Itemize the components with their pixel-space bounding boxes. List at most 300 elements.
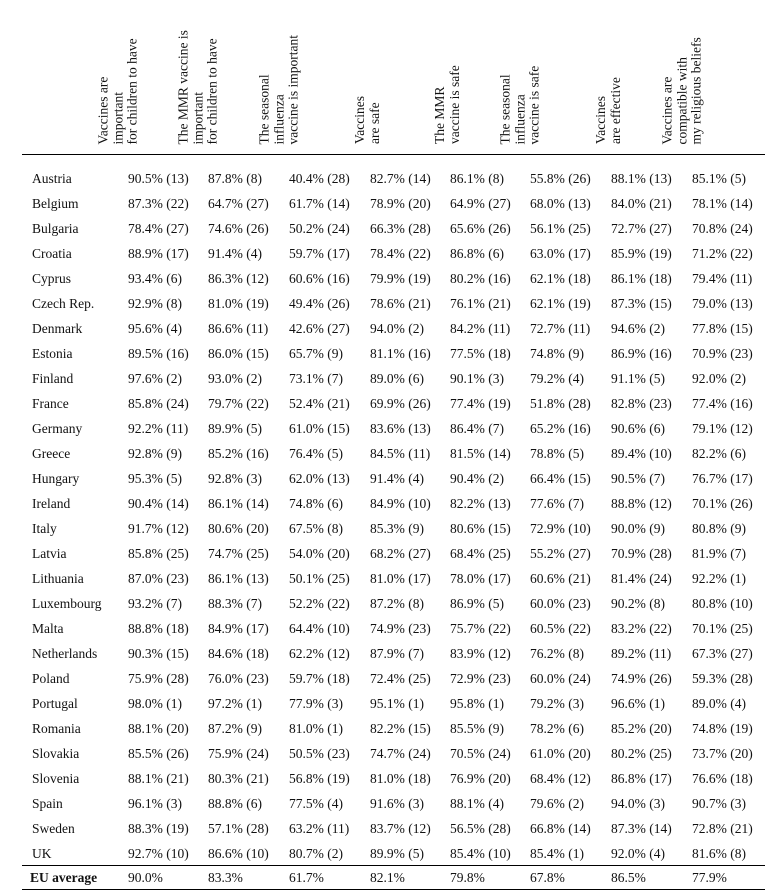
table-cell: 80.6% (15) — [450, 521, 511, 536]
table-cell: 78.6% (21) — [370, 296, 431, 311]
table-cell: 86.1% (13) — [208, 571, 269, 586]
table-cell: 74.7% (25) — [208, 546, 269, 561]
table-cell: 81.0% (1) — [289, 721, 343, 736]
table-cell: 64.7% (27) — [208, 196, 269, 211]
table-cell: 63.2% (11) — [289, 821, 350, 836]
table-cell: 80.7% (2) — [289, 846, 343, 861]
table-cell: 86.1% (8) — [450, 171, 504, 186]
table-cell: 92.2% (11) — [128, 421, 189, 436]
table-cell: 85.3% (9) — [370, 521, 424, 536]
country-name: UK — [32, 846, 52, 861]
average-cell: 83.3% — [208, 870, 243, 885]
table-row — [0, 316, 777, 341]
table-cell: 80.8% (10) — [692, 596, 753, 611]
table-cell: 62.0% (13) — [289, 471, 350, 486]
table-cell: 86.6% (10) — [208, 846, 269, 861]
table-cell: 85.8% (24) — [128, 396, 189, 411]
table-cell: 85.1% (5) — [692, 171, 746, 186]
average-cell: 77.9% — [692, 870, 727, 885]
table-cell: 90.2% (8) — [611, 596, 665, 611]
table-cell: 66.3% (28) — [370, 221, 431, 236]
table-cell: 86.0% (15) — [208, 346, 269, 361]
table-row — [0, 466, 777, 491]
table-cell: 55.2% (27) — [530, 546, 591, 561]
table-row — [0, 816, 777, 841]
country-name: Cyprus — [32, 271, 72, 286]
table-cell: 73.1% (7) — [289, 371, 343, 386]
country-name: Sweden — [32, 821, 75, 836]
table-cell: 85.2% (16) — [208, 446, 269, 461]
table-cell: 85.5% (26) — [128, 746, 189, 761]
table-cell: 61.0% (15) — [289, 421, 350, 436]
table-cell: 91.1% (5) — [611, 371, 665, 386]
table-cell: 76.6% (18) — [692, 771, 753, 786]
country-name: Portugal — [32, 696, 78, 711]
table-cell: 89.0% (4) — [692, 696, 746, 711]
country-name: Czech Rep. — [32, 296, 95, 311]
table-cell: 95.6% (4) — [128, 321, 182, 336]
country-name: Finland — [32, 371, 74, 386]
country-name: Slovakia — [32, 746, 80, 761]
column-header-label: The MMR vaccine is important for children to have — [175, 29, 220, 144]
table-cell: 54.0% (20) — [289, 546, 350, 561]
table-cell: 89.9% (5) — [370, 846, 424, 861]
table-row — [0, 716, 777, 741]
table-cell: 91.4% (4) — [370, 471, 424, 486]
country-name: Italy — [32, 521, 57, 536]
country-name: France — [32, 396, 69, 411]
table-cell: 92.2% (1) — [692, 571, 746, 586]
table-cell: 81.0% (19) — [208, 296, 269, 311]
table-cell: 78.2% (6) — [530, 721, 584, 736]
table-cell: 92.7% (10) — [128, 846, 189, 861]
table-row — [0, 641, 777, 666]
table-cell: 70.8% (24) — [692, 221, 753, 236]
table-cell: 65.6% (26) — [450, 221, 511, 236]
table-cell: 50.5% (23) — [289, 746, 350, 761]
table-cell: 56.8% (19) — [289, 771, 350, 786]
table-cell: 88.8% (18) — [128, 621, 189, 636]
column-header — [352, 0, 428, 150]
country-name: Estonia — [32, 346, 73, 361]
table-cell: 85.4% (1) — [530, 846, 584, 861]
average-cell: 67.8% — [530, 870, 565, 885]
table-cell: 82.2% (6) — [692, 446, 746, 461]
table-cell: 66.4% (15) — [530, 471, 591, 486]
table-row — [0, 566, 777, 591]
table-cell: 60.6% (21) — [530, 571, 591, 586]
table-cell: 87.3% (14) — [611, 821, 672, 836]
table-cell: 89.2% (11) — [611, 646, 672, 661]
table-cell: 80.6% (20) — [208, 521, 269, 536]
table-cell: 70.1% (26) — [692, 496, 753, 511]
table-row — [0, 391, 777, 416]
table-cell: 88.8% (12) — [611, 496, 672, 511]
table-row — [0, 191, 777, 216]
average-cell: 61.7% — [289, 870, 324, 885]
table-cell: 61.7% (14) — [289, 196, 350, 211]
table-cell: 80.2% (16) — [450, 271, 511, 286]
table-cell: 85.2% (20) — [611, 721, 672, 736]
table-cell: 93.4% (6) — [128, 271, 182, 286]
table-cell: 95.3% (5) — [128, 471, 182, 486]
country-name: Spain — [32, 796, 63, 811]
column-header-label: The seasonal influenza vaccine is important — [256, 34, 301, 144]
table-cell: 86.1% (14) — [208, 496, 269, 511]
table-cell: 60.5% (22) — [530, 621, 591, 636]
column-header — [256, 0, 347, 150]
table-cell: 74.8% (6) — [289, 496, 343, 511]
table-cell: 92.8% (9) — [128, 446, 182, 461]
table-cell: 82.2% (15) — [370, 721, 431, 736]
table-cell: 74.7% (24) — [370, 746, 431, 761]
table-cell: 88.8% (6) — [208, 796, 262, 811]
table-cell: 78.1% (14) — [692, 196, 753, 211]
table-cell: 93.0% (2) — [208, 371, 262, 386]
table-cell: 75.9% (24) — [208, 746, 269, 761]
table-cell: 92.9% (8) — [128, 296, 182, 311]
table-cell: 84.5% (11) — [370, 446, 431, 461]
table-cell: 85.9% (19) — [611, 246, 672, 261]
table-cell: 88.1% (13) — [611, 171, 672, 186]
table-cell: 81.5% (14) — [450, 446, 511, 461]
table-cell: 75.7% (22) — [450, 621, 511, 636]
table-cell: 61.0% (20) — [530, 746, 591, 761]
table-cell: 90.0% (9) — [611, 521, 665, 536]
table-cell: 78.9% (20) — [370, 196, 431, 211]
column-header — [659, 0, 750, 150]
table-cell: 87.8% (8) — [208, 171, 262, 186]
table-cell: 59.7% (17) — [289, 246, 350, 261]
table-cell: 77.4% (19) — [450, 396, 511, 411]
table-cell: 86.4% (7) — [450, 421, 504, 436]
table-cell: 68.4% (12) — [530, 771, 591, 786]
column-header — [497, 0, 588, 150]
table-row — [0, 491, 777, 516]
table-cell: 42.6% (27) — [289, 321, 350, 336]
table-cell: 86.8% (6) — [450, 246, 504, 261]
table-cell: 72.9% (23) — [450, 671, 511, 686]
country-name: Austria — [32, 171, 72, 186]
table-cell: 86.9% (5) — [450, 596, 504, 611]
table-cell: 74.8% (19) — [692, 721, 753, 736]
table-cell: 63.0% (17) — [530, 246, 591, 261]
table-cell: 80.8% (9) — [692, 521, 746, 536]
table-cell: 60.0% (24) — [530, 671, 591, 686]
table-cell: 78.0% (17) — [450, 571, 511, 586]
average-label: EU average — [30, 870, 98, 885]
table-cell: 88.1% (4) — [450, 796, 504, 811]
table-cell: 52.2% (22) — [289, 596, 350, 611]
table-cell: 88.1% (21) — [128, 771, 189, 786]
table-row — [0, 216, 777, 241]
country-name: Bulgaria — [32, 221, 79, 236]
table-cell: 55.8% (26) — [530, 171, 591, 186]
table-cell: 62.1% (19) — [530, 296, 591, 311]
table-row — [0, 541, 777, 566]
table-cell: 70.9% (23) — [692, 346, 753, 361]
table-cell: 80.2% (25) — [611, 746, 672, 761]
table-cell: 86.6% (11) — [208, 321, 269, 336]
table-cell: 91.6% (3) — [370, 796, 424, 811]
table-cell: 60.6% (16) — [289, 271, 350, 286]
table-cell: 78.8% (5) — [530, 446, 584, 461]
table-cell: 87.2% (8) — [370, 596, 424, 611]
country-name: Netherlands — [32, 646, 98, 661]
table-cell: 78.4% (27) — [128, 221, 189, 236]
table-cell: 84.0% (21) — [611, 196, 672, 211]
average-cell: 90.0% — [128, 870, 163, 885]
country-name: Ireland — [32, 496, 71, 511]
average-cell: 82.1% — [370, 870, 405, 885]
table-cell: 89.5% (16) — [128, 346, 189, 361]
table-cell: 52.4% (21) — [289, 396, 350, 411]
country-name: Germany — [32, 421, 83, 436]
table-cell: 79.1% (12) — [692, 421, 753, 436]
table-row — [0, 241, 777, 266]
table-cell: 74.9% (26) — [611, 671, 672, 686]
table-cell: 88.9% (17) — [128, 246, 189, 261]
table-cell: 56.5% (28) — [450, 821, 511, 836]
bottom-rule — [22, 889, 765, 890]
table-cell: 79.6% (2) — [530, 796, 584, 811]
table-row — [0, 691, 777, 716]
table-cell: 96.1% (3) — [128, 796, 182, 811]
country-name: Denmark — [32, 321, 83, 336]
table-row — [0, 291, 777, 316]
table-cell: 91.7% (12) — [128, 521, 189, 536]
table-cell: 90.4% (14) — [128, 496, 189, 511]
country-name: Slovenia — [32, 771, 80, 786]
table-cell: 80.3% (21) — [208, 771, 269, 786]
table-cell: 65.7% (9) — [289, 346, 343, 361]
table-cell: 85.4% (10) — [450, 846, 511, 861]
table-cell: 95.8% (1) — [450, 696, 504, 711]
table-cell: 51.8% (28) — [530, 396, 591, 411]
table-cell: 89.0% (6) — [370, 371, 424, 386]
table-row — [0, 666, 777, 691]
table-cell: 79.9% (19) — [370, 271, 431, 286]
table-row — [0, 616, 777, 641]
table-cell: 90.3% (15) — [128, 646, 189, 661]
table-cell: 77.4% (16) — [692, 396, 753, 411]
table-cell: 77.5% (4) — [289, 796, 343, 811]
table-cell: 74.9% (23) — [370, 621, 431, 636]
country-name: Romania — [32, 721, 81, 736]
table-cell: 95.1% (1) — [370, 696, 424, 711]
table-cell: 77.6% (7) — [530, 496, 584, 511]
table-cell: 77.8% (15) — [692, 321, 753, 336]
country-name: Poland — [32, 671, 70, 686]
table-cell: 81.9% (7) — [692, 546, 746, 561]
table-cell: 97.2% (1) — [208, 696, 262, 711]
table-cell: 64.4% (10) — [289, 621, 350, 636]
table-cell: 50.1% (25) — [289, 571, 350, 586]
table-row — [0, 366, 777, 391]
table-cell: 90.7% (3) — [692, 796, 746, 811]
table-cell: 68.2% (27) — [370, 546, 431, 561]
table-cell: 84.9% (17) — [208, 621, 269, 636]
table-row — [0, 266, 777, 291]
table-cell: 59.7% (18) — [289, 671, 350, 686]
table-cell: 79.4% (11) — [692, 271, 753, 286]
table-cell: 92.8% (3) — [208, 471, 262, 486]
table-cell: 66.8% (14) — [530, 821, 591, 836]
country-name: Malta — [32, 621, 64, 636]
country-name: Latvia — [32, 546, 67, 561]
table-cell: 76.0% (23) — [208, 671, 269, 686]
table-cell: 72.8% (21) — [692, 821, 753, 836]
table-cell: 68.0% (13) — [530, 196, 591, 211]
table-cell: 75.9% (28) — [128, 671, 189, 686]
table-cell: 79.7% (22) — [208, 396, 269, 411]
table-row — [0, 591, 777, 616]
column-header-label: Vaccines are effective — [593, 77, 623, 144]
table-cell: 70.5% (24) — [450, 746, 511, 761]
table-cell: 94.0% (3) — [611, 796, 665, 811]
table-row — [0, 166, 777, 191]
table-cell: 96.6% (1) — [611, 696, 665, 711]
table-cell: 90.4% (2) — [450, 471, 504, 486]
table-cell: 86.8% (17) — [611, 771, 672, 786]
table-cell: 88.3% (7) — [208, 596, 262, 611]
table-cell: 90.5% (13) — [128, 171, 189, 186]
table-cell: 87.2% (9) — [208, 721, 262, 736]
table-cell: 50.2% (24) — [289, 221, 350, 236]
table-cell: 87.9% (7) — [370, 646, 424, 661]
column-header-label: Vaccines are safe — [352, 96, 382, 144]
table-cell: 67.5% (8) — [289, 521, 343, 536]
table-cell: 82.8% (23) — [611, 396, 672, 411]
table-row — [0, 441, 777, 466]
column-header-label: Vaccines are important for children to have — [95, 37, 140, 144]
average-cell: 79.8% — [450, 870, 485, 885]
table-cell: 70.9% (28) — [611, 546, 672, 561]
country-name: Hungary — [32, 471, 80, 486]
table-row — [0, 416, 777, 441]
table-cell: 77.5% (18) — [450, 346, 511, 361]
table-cell: 82.2% (13) — [450, 496, 511, 511]
table-row — [0, 516, 777, 541]
table-cell: 72.7% (27) — [611, 221, 672, 236]
table-cell: 92.0% (2) — [692, 371, 746, 386]
table-cell: 82.7% (14) — [370, 171, 431, 186]
average-row — [0, 866, 777, 889]
table-cell: 72.9% (10) — [530, 521, 591, 536]
table-cell: 90.5% (7) — [611, 471, 665, 486]
table-cell: 81.0% (17) — [370, 571, 431, 586]
table-cell: 86.3% (12) — [208, 271, 269, 286]
table-cell: 62.2% (12) — [289, 646, 350, 661]
table-cell: 79.2% (4) — [530, 371, 584, 386]
country-name: Lithuania — [32, 571, 84, 586]
table-cell: 98.0% (1) — [128, 696, 182, 711]
table-row — [0, 791, 777, 816]
table-cell: 83.6% (13) — [370, 421, 431, 436]
country-name: Luxembourg — [32, 596, 102, 611]
table-cell: 84.6% (18) — [208, 646, 269, 661]
table-cell: 97.6% (2) — [128, 371, 182, 386]
table-cell: 88.1% (20) — [128, 721, 189, 736]
table-cell: 91.4% (4) — [208, 246, 262, 261]
table-cell: 81.0% (18) — [370, 771, 431, 786]
table-cell: 73.7% (20) — [692, 746, 753, 761]
table-cell: 70.1% (25) — [692, 621, 753, 636]
table-cell: 76.7% (17) — [692, 471, 753, 486]
table-cell: 62.1% (18) — [530, 271, 591, 286]
table-cell: 69.9% (26) — [370, 396, 431, 411]
table-cell: 77.9% (3) — [289, 696, 343, 711]
column-header-label: Vaccines are compatible with my religious beliefs — [659, 36, 704, 144]
table-cell: 90.1% (3) — [450, 371, 504, 386]
table-cell: 64.9% (27) — [450, 196, 511, 211]
table-cell: 76.1% (21) — [450, 296, 511, 311]
table-cell: 74.8% (9) — [530, 346, 584, 361]
table-cell: 87.3% (22) — [128, 196, 189, 211]
country-name: Belgium — [32, 196, 79, 211]
table-cell: 89.4% (10) — [611, 446, 672, 461]
average-cell: 86.5% — [611, 870, 646, 885]
table-cell: 71.2% (22) — [692, 246, 753, 261]
table-cell: 94.0% (2) — [370, 321, 424, 336]
table-cell: 84.9% (10) — [370, 496, 431, 511]
table-cell: 87.0% (23) — [128, 571, 189, 586]
table-cell: 90.6% (6) — [611, 421, 665, 436]
table-cell: 81.6% (8) — [692, 846, 746, 861]
table-cell: 83.2% (22) — [611, 621, 672, 636]
table-cell: 83.7% (12) — [370, 821, 431, 836]
table-cell: 67.3% (27) — [692, 646, 753, 661]
table-cell: 88.3% (19) — [128, 821, 189, 836]
table-cell: 78.4% (22) — [370, 246, 431, 261]
table-cell: 93.2% (7) — [128, 596, 182, 611]
column-header-label: The seasonal influenza vaccine is safe — [497, 65, 542, 144]
table-cell: 94.6% (2) — [611, 321, 665, 336]
header-rule — [22, 154, 765, 155]
table-cell: 87.3% (15) — [611, 296, 672, 311]
table-cell: 83.9% (12) — [450, 646, 511, 661]
table-cell: 76.9% (20) — [450, 771, 511, 786]
table-cell: 68.4% (25) — [450, 546, 511, 561]
table-cell: 81.1% (16) — [370, 346, 431, 361]
table-row — [0, 341, 777, 366]
table-cell: 86.1% (18) — [611, 271, 672, 286]
table-cell: 60.0% (23) — [530, 596, 591, 611]
table-cell: 72.4% (25) — [370, 671, 431, 686]
column-header-label: The MMR vaccine is safe — [432, 65, 462, 144]
table-cell: 86.9% (16) — [611, 346, 672, 361]
table-cell: 85.8% (25) — [128, 546, 189, 561]
table-cell: 89.9% (5) — [208, 421, 262, 436]
country-name: Croatia — [32, 246, 72, 261]
table-cell: 57.1% (28) — [208, 821, 269, 836]
table-cell: 76.4% (5) — [289, 446, 343, 461]
table-cell: 72.7% (11) — [530, 321, 591, 336]
table-cell: 79.0% (13) — [692, 296, 753, 311]
table-cell: 81.4% (24) — [611, 571, 672, 586]
table-row — [0, 766, 777, 791]
table-cell: 84.2% (11) — [450, 321, 511, 336]
table-cell: 59.3% (28) — [692, 671, 753, 686]
table-cell: 49.4% (26) — [289, 296, 350, 311]
table-cell: 79.2% (3) — [530, 696, 584, 711]
table-cell: 92.0% (4) — [611, 846, 665, 861]
table-cell: 40.4% (28) — [289, 171, 350, 186]
table-row — [0, 741, 777, 766]
table-cell: 56.1% (25) — [530, 221, 591, 236]
table-cell: 76.2% (8) — [530, 646, 584, 661]
table-cell: 85.5% (9) — [450, 721, 504, 736]
